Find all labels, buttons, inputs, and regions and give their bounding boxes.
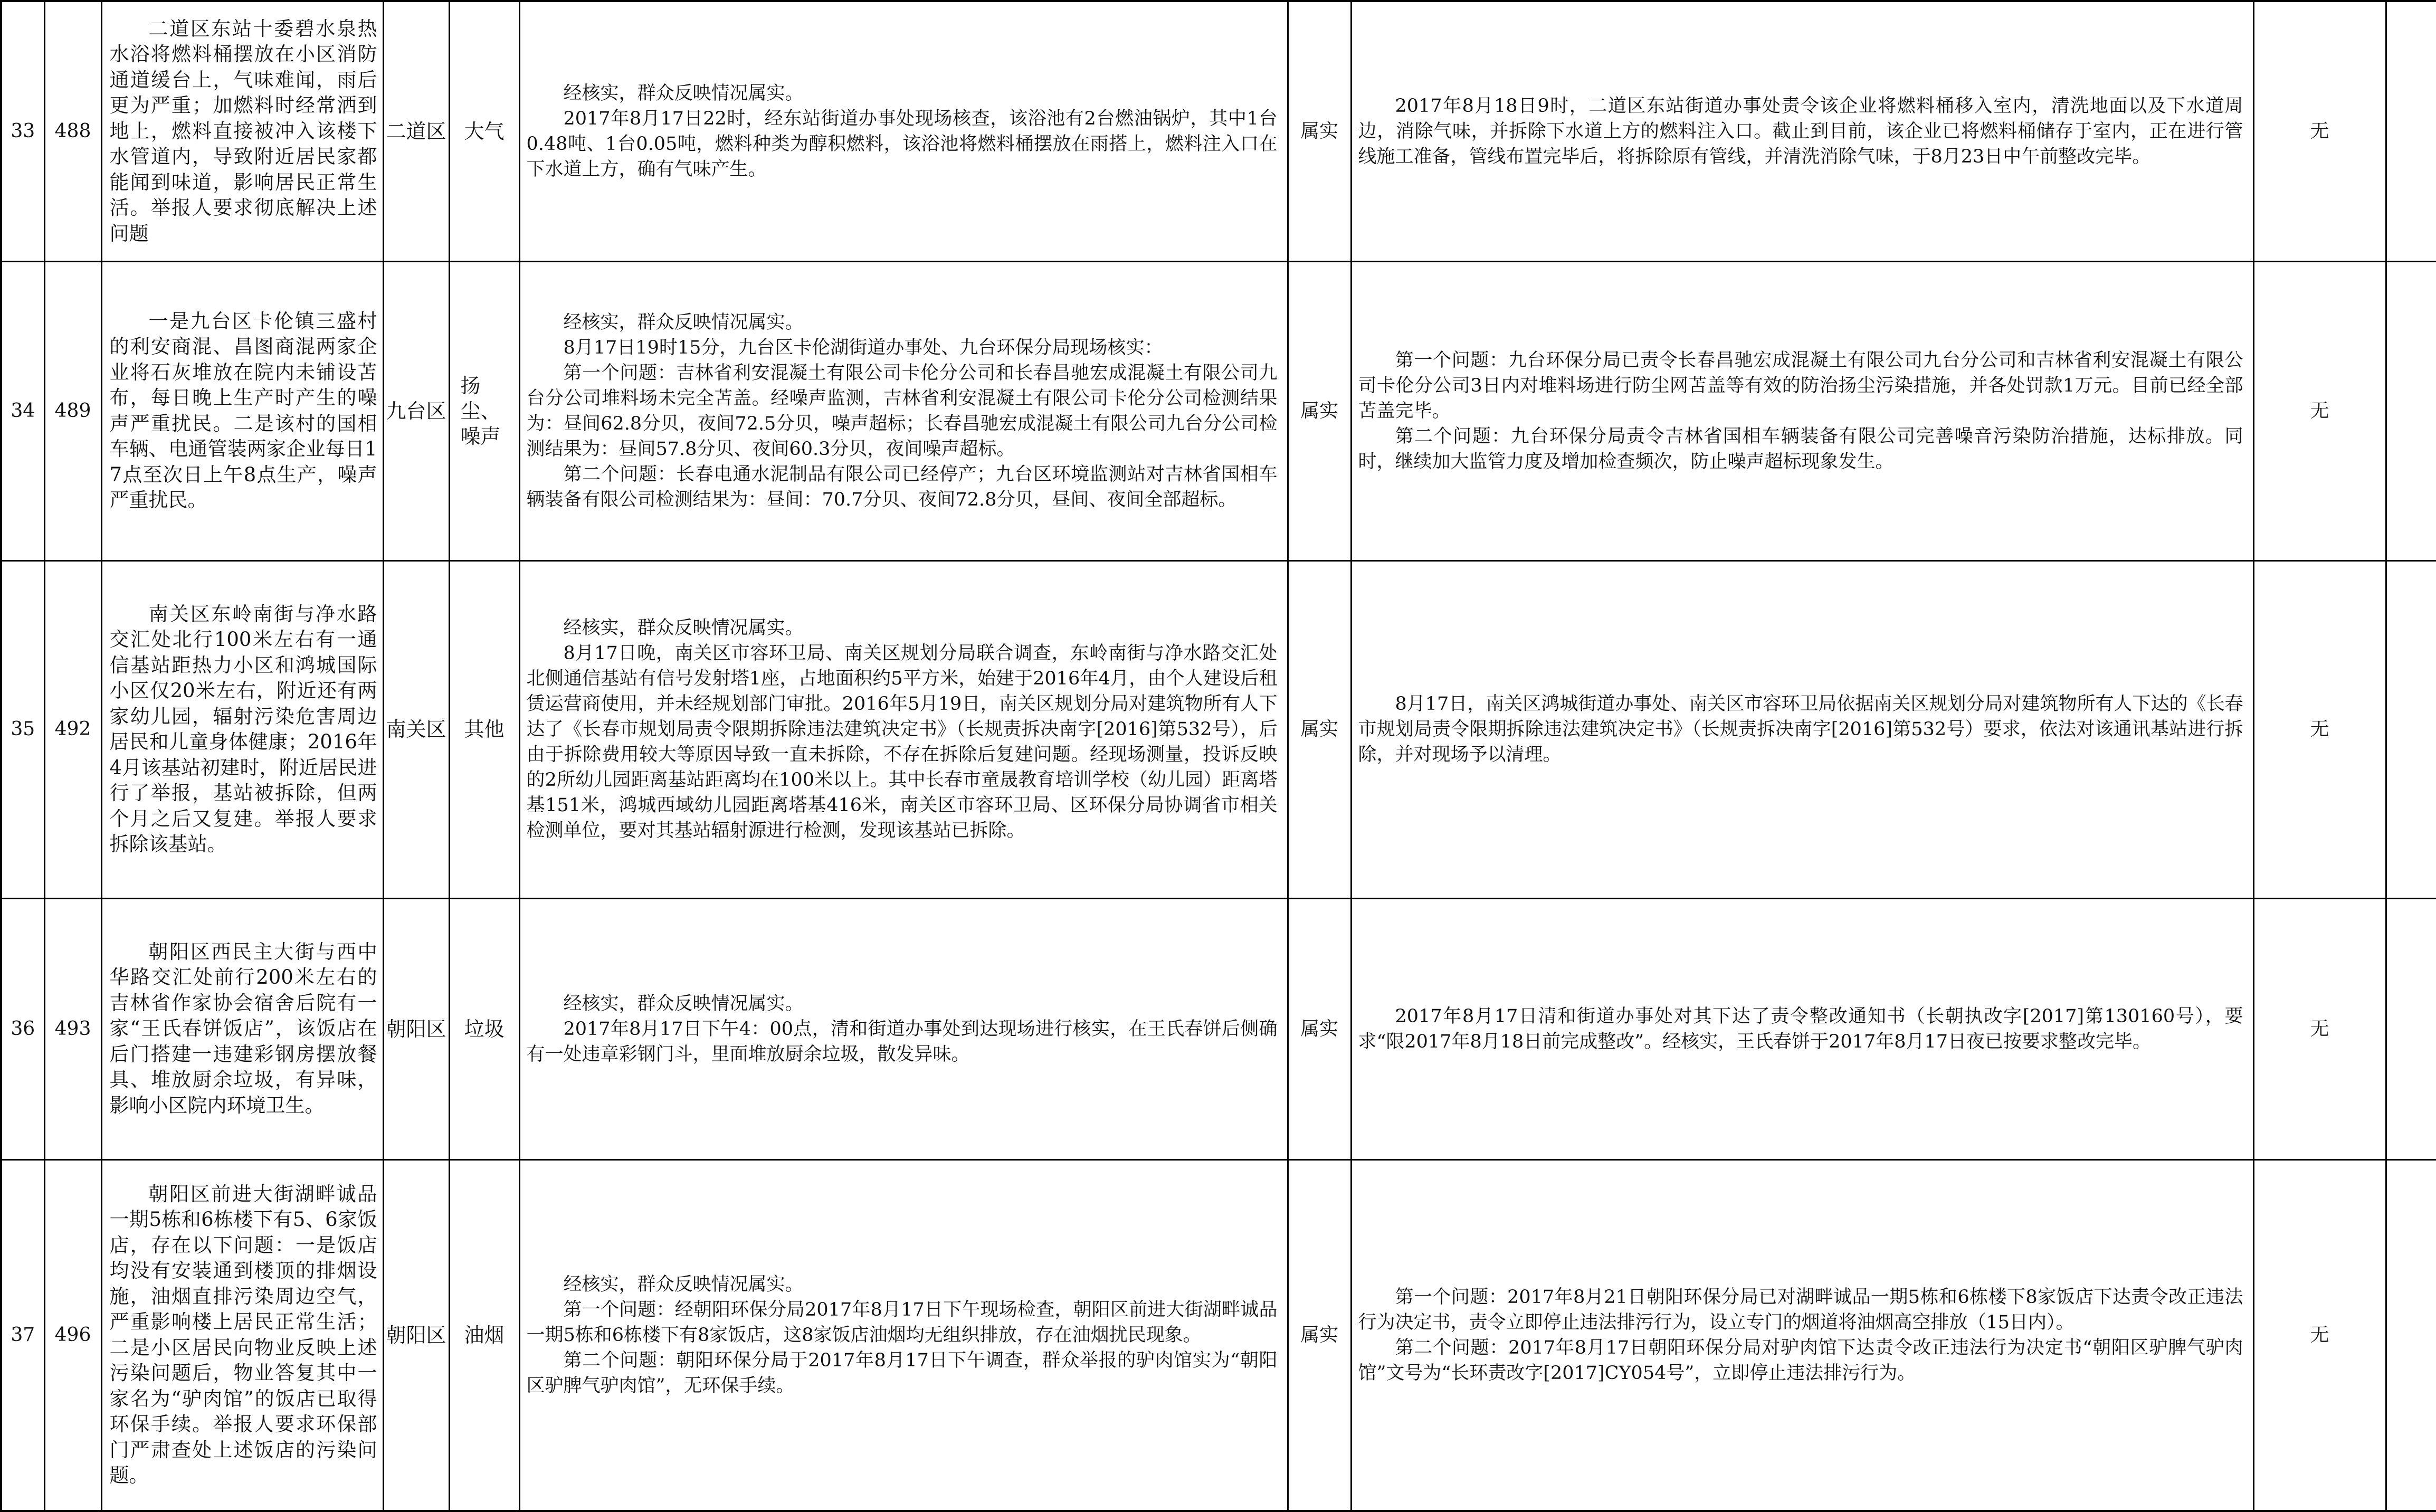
verification-paragraph: 经核实，群众反映情况属实。 [563,311,804,333]
case-id: 493 [44,898,101,1159]
complaint-cell [101,261,383,560]
table-row [1,898,2436,1159]
table-row [1,1159,2436,1511]
row-number: 37 [1,1159,44,1511]
verification-cell [519,1,1288,261]
verification-paragraph: 8月17日19时15分，九台区卡伦湖街道办事处、九台环保分局现场核实： [563,337,1163,358]
table-row [1,1,2436,261]
row-number: 36 [1,898,44,1159]
table-row [1,261,2436,560]
pollution-type-text: 扬尘、噪声 [460,374,501,448]
rectification-cell [1351,560,2253,898]
empty-cell [2386,261,2436,560]
rectification-paragraph: 第一个问题：2017年8月21日朝阳环保分局已对湖畔诚品一期5栋和6栋楼下8家饭店下达责令改正违法行为决定书，责令立即停止违法排污行为，设立专门的烟道将油烟高空排放（15日内）。 [1358,1286,2243,1333]
rectification-cell [1351,898,2253,1159]
accountability-cell: 无 [2253,898,2386,1159]
case-id: 488 [44,1,101,261]
row-number: 34 [1,261,44,560]
verification-cell [519,1159,1288,1511]
accountability-cell: 无 [2253,261,2386,560]
empty-cell [2386,898,2436,1159]
verification-paragraph: 经核实，群众反映情况属实。 [563,1273,804,1295]
complaint-text: 南关区东岭南街与净水路交汇处北行100米左右有一通信基站距热力小区和鸿城国际小区仅20米左右，附近还有两家幼儿园，辐射污染危害周边居民和儿童身体健康；2016年4月该基站初建时，附近居民进行了举报，基站被拆除，但两个月之后又复建。举报人要求拆除该基站。 [109,602,377,855]
pollution-type-cell [449,261,519,560]
district-cell: 朝阳区 [383,1159,449,1511]
rectification-cell [1351,1,2253,261]
empty-cell [2386,1159,2436,1511]
rectification-paragraph: 8月17日，南关区鸿城街道办事处、南关区市容环卫局依据南关区规划分局对建筑物所有人下达的《长春市规划局责令限期拆除违法建筑决定书》（长规责拆决南字[2016]第532号）要求，依法对该通讯基站进行拆除，并对现场予以清理。 [1358,693,2243,765]
case-id: 496 [44,1159,101,1511]
district-cell: 九台区 [383,261,449,560]
verification-paragraph: 经核实，群众反映情况属实。 [563,82,804,104]
accountability-cell: 无 [2253,1,2386,261]
row-number: 35 [1,560,44,898]
complaint-text: 一是九台区卡伦镇三盛村的利安商混、昌图商混两家企业将石灰堆放在院内未铺设苫布，每日晚上生产时产生的噪声严重扰民。二是该村的国相车辆、电通管装两家企业每日17点至次日上午8点生产，噪声严重扰民。 [109,309,377,511]
verification-paragraph: 第一个问题：吉林省利安混凝土有限公司卡伦分公司和长春昌驰宏成混凝土有限公司九台分公司堆料场未完全苫盖。经噪声监测，吉林省利安混凝土有限公司卡伦分公司检测结果为：昼间62.8分贝，夜间72.5分贝，噪声超标；长春昌驰宏成混凝土有限公司九台分公司检测结果为：昼间57.8分贝、夜间60.3分贝，夜间噪声超标。 [526,362,1278,460]
complaint-cell [101,898,383,1159]
verdict-cell: 属实 [1288,1159,1351,1511]
accountability-cell: 无 [2253,560,2386,898]
verification-paragraph: 8月17日晚，南关区市容环卫局、南关区规划分局联合调查，东岭南街与净水路交汇处北侧通信基站有信号发射塔1座，占地面积约5平方米，始建于2016年4月，由个人建设后租赁运营商使用，并未经规划部门审批。2016年5月19日，南关区规划分局对建筑物所有人下达了《长春市规划局责令限期拆除违法建筑决定书》（长规责拆决南字[2016]第532号），后由于拆除费用较大等原因导致一直未拆除，不存在拆除后复建问题。经现场测量，投诉反映的2所幼儿园距离基站距离均在100米以上。其中长春市童晟教育培训学校（幼儿园）距离塔基151米，鸿城西域幼儿园距离塔基416米，南关区市容环卫局、区环保分局协调省市相关检测单位，要对其基站辐射源进行检测，发现该基站已拆除。 [526,643,1278,841]
rectification-paragraph: 第二个问题：2017年8月17日朝阳环保分局对驴肉馆下达责令改正违法行为决定书“朝阳区驴脾气驴肉馆”文号为“长环责改字[2017]CY054号”，立即停止违法排污行为。 [1358,1337,2243,1384]
verification-paragraph: 2017年8月17日下午4：00点，清和街道办事处到达现场进行核实，在王氏春饼后侧确有一处违章彩钢门斗，里面堆放厨余垃圾，散发异味。 [526,1018,1278,1065]
verification-paragraph: 第二个问题：朝阳环保分局于2017年8月17日下午调查，群众举报的驴肉馆实为“朝阳区驴脾气驴肉馆”，无环保手续。 [526,1349,1278,1396]
verdict-cell: 属实 [1288,560,1351,898]
rectification-paragraph: 第二个问题：九台环保分局责令吉林省国相车辆装备有限公司完善噪音污染防治措施，达标排放。同时，继续加大监管力度及增加检查频次，防止噪声超标现象发生。 [1358,425,2243,472]
pollution-type-cell: 其他 [449,560,519,898]
verification-paragraph: 经核实，群众反映情况属实。 [563,617,804,639]
verdict-cell: 属实 [1288,261,1351,560]
empty-cell [2386,560,2436,898]
complaint-cell [101,560,383,898]
empty-cell [2386,1,2436,261]
district-cell: 朝阳区 [383,898,449,1159]
pollution-type-cell: 油烟 [449,1159,519,1511]
verification-paragraph: 经核实，群众反映情况属实。 [563,993,804,1014]
verdict-cell: 属实 [1288,1,1351,261]
rectification-paragraph: 2017年8月17日清和街道办事处对其下达了责令整改通知书（长朝执改字[2017]第130160号），要求“限2017年8月18日前完成整改”。经核实，王氏春饼于2017年8月17日夜已按要求整改完毕。 [1358,1005,2243,1052]
verification-paragraph: 2017年8月17日22时，经东站街道办事处现场核查，该浴池有2台燃油锅炉，其中1台0.48吨、1台0.05吨，燃料种类为醇积燃料，该浴池将燃料桶摆放在雨搭上，燃料注入口在下水道上方，确有气味产生。 [526,108,1278,180]
verification-cell [519,560,1288,898]
complaint-text: 朝阳区前进大街湖畔诚品一期5栋和6栋楼下有5、6家饭店，存在以下问题：一是饭店均没有安装通到楼顶的排烟设施，油烟直排污染周边空气，严重影响楼上居民正常生活；二是小区居民向物业反映上述污染问题后，物业答复其中一家名为“驴肉馆”的饭店已取得环保手续。举报人要求环保部门严肃查处上述饭店的污染问题。 [109,1182,377,1487]
rectification-cell [1351,261,2253,560]
verification-cell [519,261,1288,560]
complaint-cell [101,1,383,261]
pollution-type-cell: 垃圾 [449,898,519,1159]
complaint-text: 朝阳区西民主大街与西中华路交汇处前行200米左右的吉林省作家协会宿舍后院有一家“王氏春饼饭店”，该饭店在后门搭建一违建彩钢房摆放餐具、堆放厨余垃圾，有异味，影响小区院内环境卫生。 [109,940,377,1117]
rectification-cell [1351,1159,2253,1511]
complaint-cell [101,1159,383,1511]
verification-cell [519,898,1288,1159]
complaint-text: 二道区东站十委碧水泉热水浴将燃料桶摆放在小区消防通道缓台上，气味难闻，雨后更为严重；加燃料时经常洒到地上，燃料直接被冲入该楼下水管道内，导致附近居民家都能闻到味道，影响居民正常生活。举报人要求彻底解决上述问题 [109,17,377,245]
case-id: 492 [44,560,101,898]
table-row [1,560,2436,898]
pollution-type-cell: 大气 [449,1,519,261]
verification-paragraph: 第一个问题：经朝阳环保分局2017年8月17日下午现场检查，朝阳区前进大街湖畔诚品一期5栋和6栋楼下有8家饭店，这8家饭店油烟均无组织排放，存在油烟扰民现象。 [526,1299,1278,1346]
accountability-cell: 无 [2253,1159,2386,1511]
district-cell: 二道区 [383,1,449,261]
row-number: 33 [1,1,44,261]
case-id: 489 [44,261,101,560]
district-cell: 南关区 [383,560,449,898]
verification-paragraph: 第二个问题：长春电通水泥制品有限公司已经停产；九台区环境监测站对吉林省国相车辆装备有限公司检测结果为：昼间：70.7分贝、夜间72.8分贝，昼间、夜间全部超标。 [526,463,1278,510]
table-body [1,1,2436,1511]
rectification-paragraph: 2017年8月18日9时，二道区东站街道办事处责令该企业将燃料桶移入室内，清洗地面以及下水道周边，消除气味，并拆除下水道上方的燃料注入口。截止到目前，该企业已将燃料桶储存于室内，正在进行管线施工准备，管线布置完毕后，将拆除原有管线，并清洗消除气味，于8月23日中午前整改完毕。 [1358,95,2243,167]
rectification-paragraph: 第一个问题：九台环保分局已责令长春昌驰宏成混凝土有限公司九台分公司和吉林省利安混凝土有限公司卡伦分公司3日内对堆料场进行防尘网苫盖等有效的防治扬尘污染措施，并各处罚款1万元。目前已经全部苫盖完毕。 [1358,349,2243,422]
verdict-cell: 属实 [1288,898,1351,1159]
